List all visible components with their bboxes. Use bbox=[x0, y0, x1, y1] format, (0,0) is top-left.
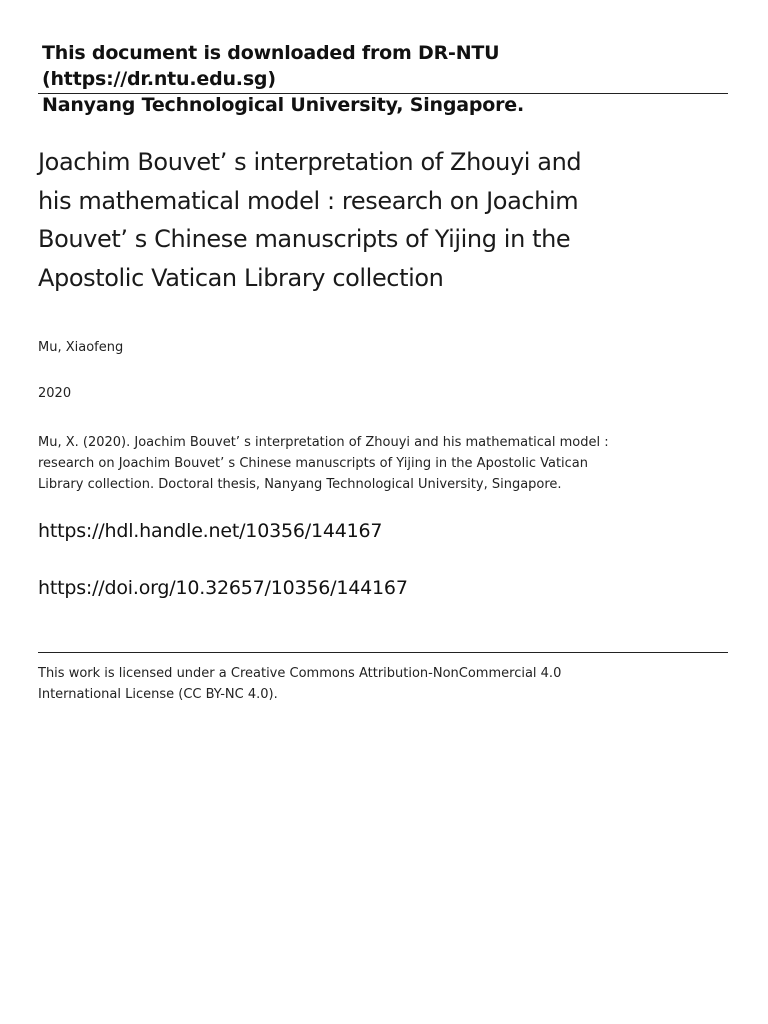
title-line: Bouvet’ s Chinese manuscripts of Yijing in the bbox=[38, 225, 571, 253]
title-line: Apostolic Vatican Library collection bbox=[38, 263, 444, 292]
document-title bbox=[38, 143, 638, 297]
repository-header bbox=[42, 40, 732, 118]
handle-link[interactable]: https://hdl.handle.net/10356/144167 bbox=[38, 520, 383, 542]
citation-line: Library collection. Doctoral thesis, Nanyang Technological University, Singapore. bbox=[38, 477, 562, 492]
publication-year: 2020 bbox=[38, 386, 72, 401]
citation-text bbox=[38, 432, 658, 495]
title-line: Joachim Bouvet’ s interpretation of Zhouyi and bbox=[38, 148, 582, 176]
citation-line: Mu, X. (2020). Joachim Bouvet’ s interpretation of Zhouyi and his mathematical model : bbox=[38, 435, 609, 450]
header-divider bbox=[38, 93, 728, 94]
title-line: his mathematical model : research on Joachim bbox=[38, 186, 579, 215]
header-line-source: This document is downloaded from DR-NTU (https://dr.ntu.edu.sg) bbox=[42, 42, 500, 90]
license-line: This work is licensed under a Creative Commons Attribution-NonCommercial 4.0 bbox=[38, 666, 562, 681]
author-name: Mu, Xiaofeng bbox=[38, 340, 124, 355]
doi-link[interactable]: https://doi.org/10.32657/10356/144167 bbox=[38, 577, 408, 599]
header-line-institution: Nanyang Technological University, Singapore. bbox=[42, 94, 525, 116]
citation-line: research on Joachim Bouvet’ s Chinese manuscripts of Yijing in the Apostolic Vatican bbox=[38, 456, 589, 471]
license-line: International License (CC BY-NC 4.0). bbox=[38, 687, 278, 702]
license-divider bbox=[38, 652, 728, 653]
license-notice bbox=[38, 663, 658, 705]
